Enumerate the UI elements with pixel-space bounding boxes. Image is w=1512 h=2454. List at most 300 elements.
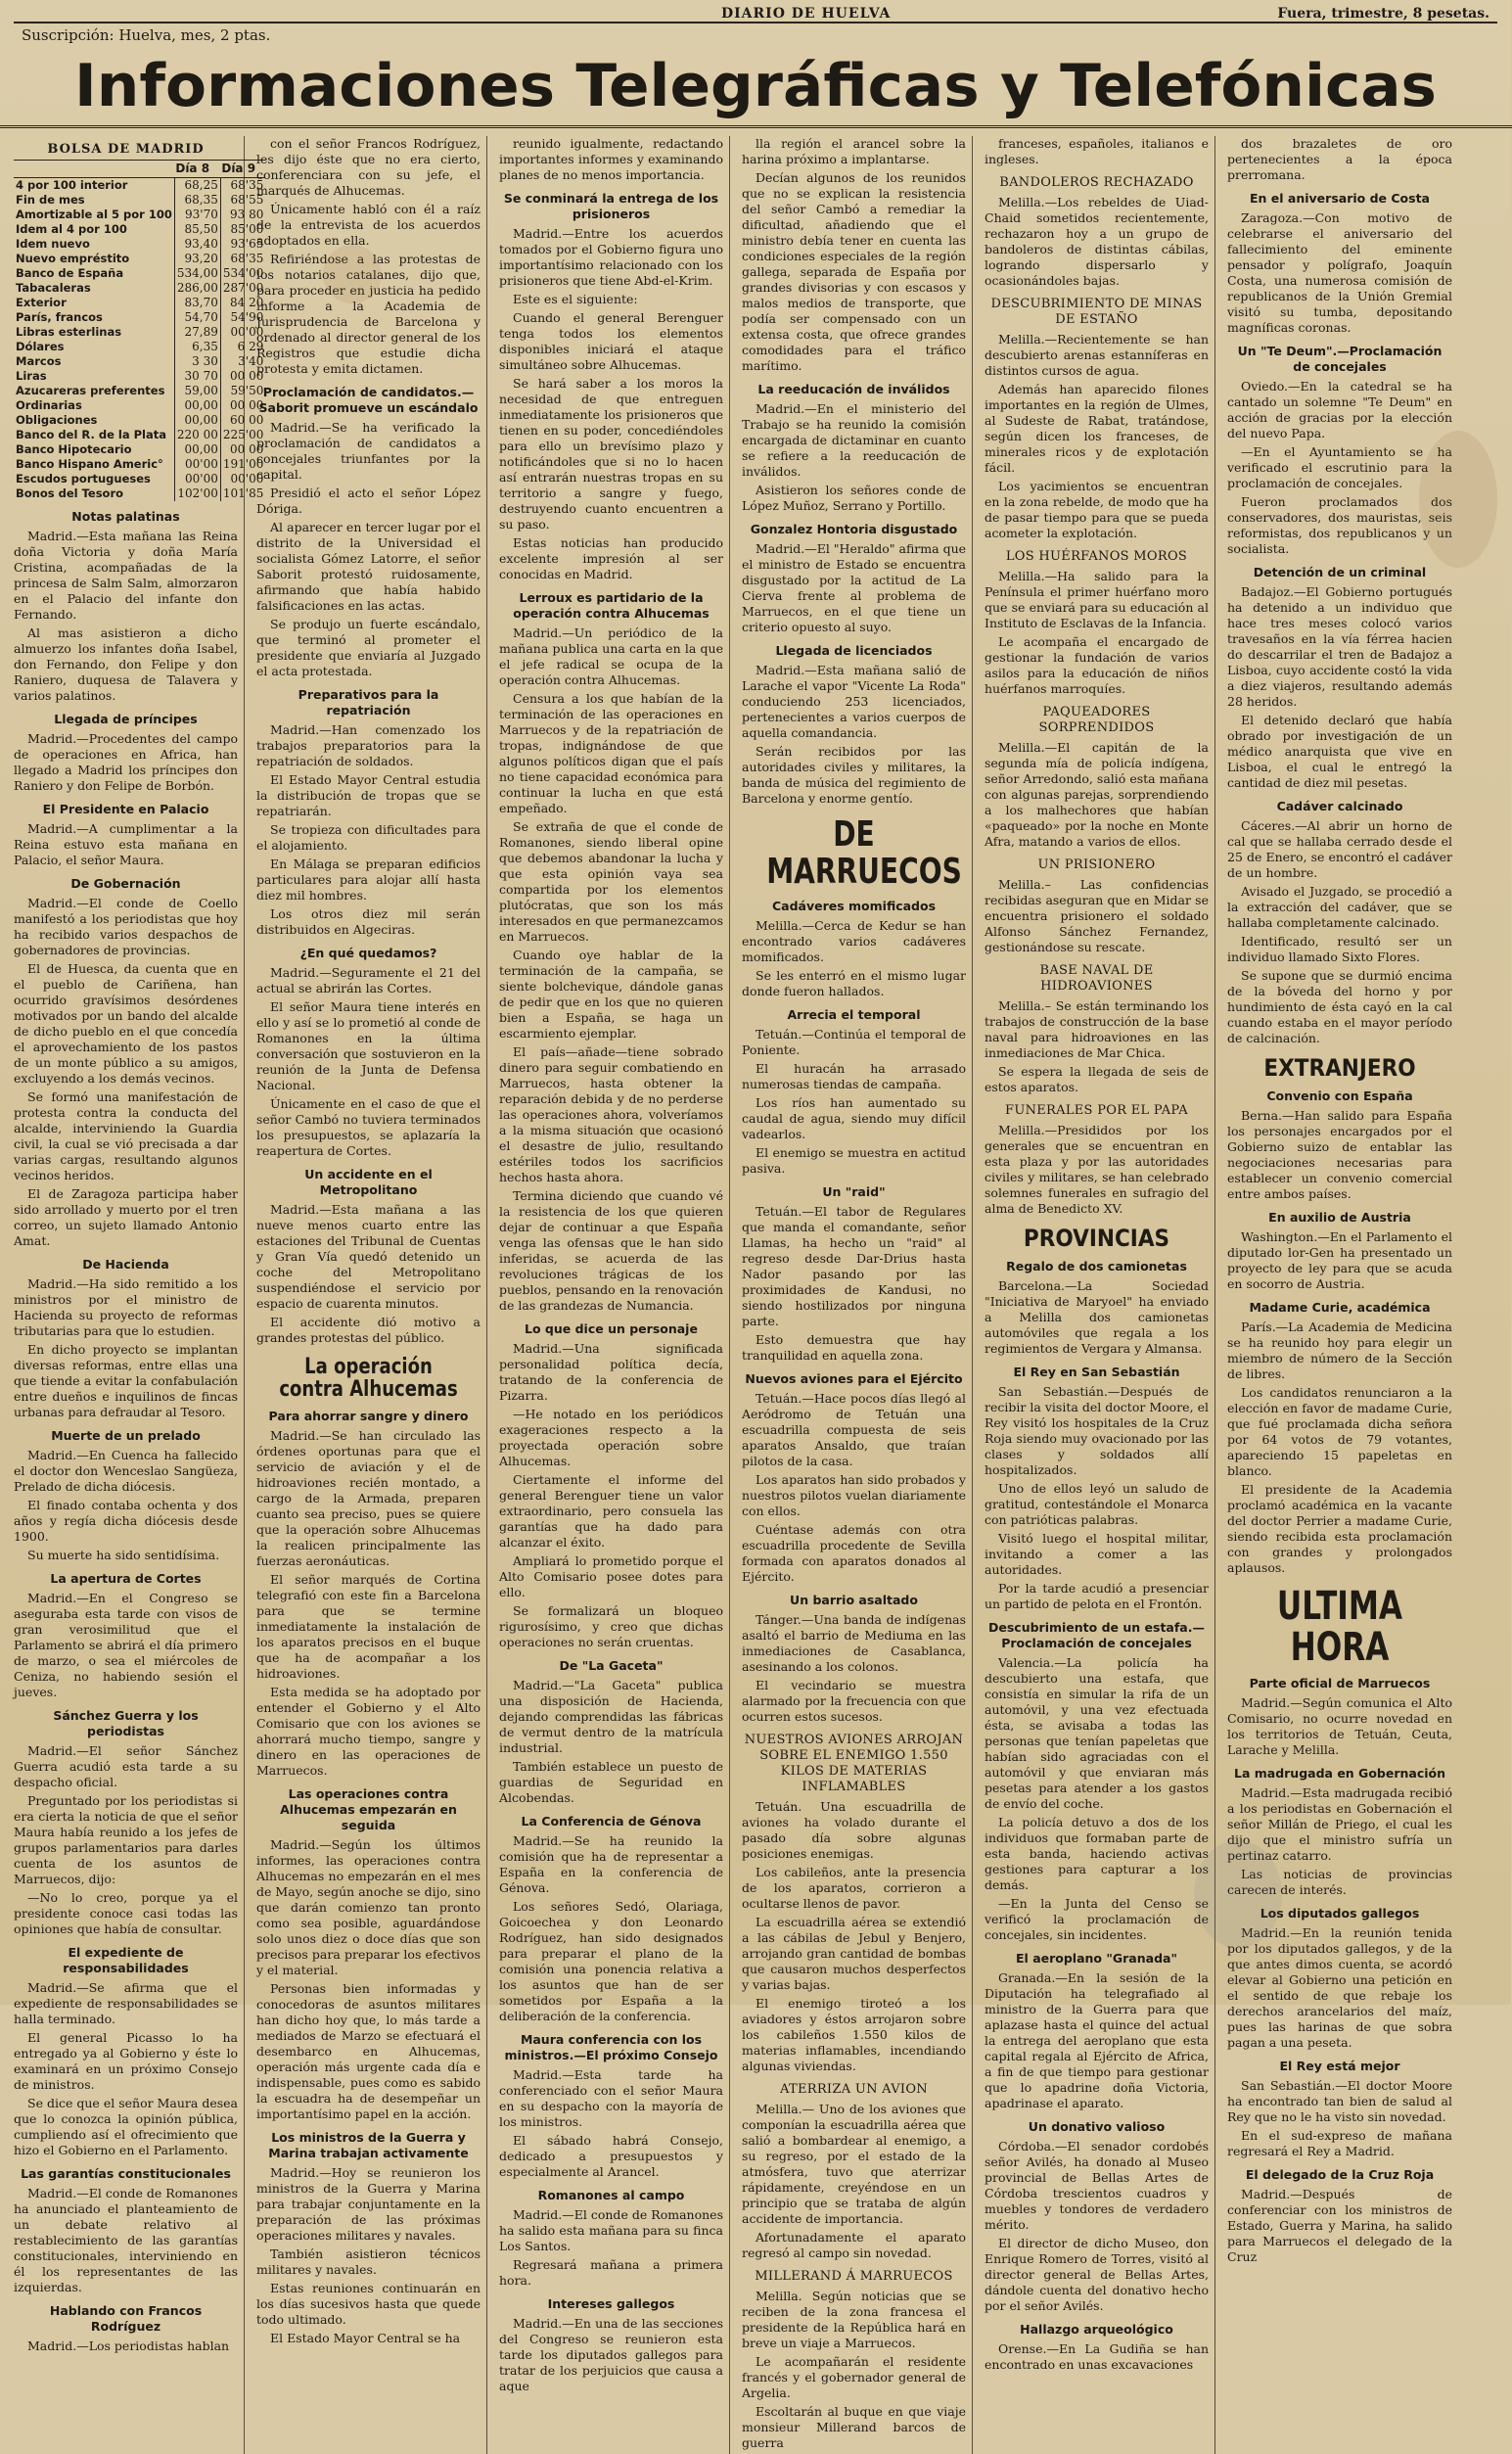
article-paragraph: Badajoz.—El Gobierno portugués ha detenido a un individuo que hace tres meses colocó varios travesaños en la vía férrea hacien do descarrilar el tren de Badajoz a Lisboa, cuyo accidente costó la vida a diez viajeros, resultando además 28 heridos. (1227, 584, 1452, 709)
bolsa-security-name: París, francos (16, 310, 103, 324)
section-heading: La madrugada en Gobernación (1233, 1766, 1446, 1782)
bolsa-value-day8: 00,00 (174, 413, 220, 428)
bolsa-security-name: Azucareras preferentes (16, 384, 165, 397)
bolsa-value-day8: 286,00 (174, 281, 220, 296)
article-paragraph: Se formó una manifestación de protesta contra la conducta del alcalde, interviniendo la Guardia civil, la cual se vió precisada a dar varias cargas, resultando algunos vecinos heridos. (14, 1089, 238, 1182)
article-paragraph: Madrid.—Esta madrugada recibió a los periodistas en Gobernación el señor Millán de Priego, el cual les dijo que el ministro sufría un pertinaz catarro. (1227, 1785, 1452, 1864)
article-paragraph: Orense.—En La Gudiña se han encontrado en unas excavaciones (985, 2341, 1209, 2373)
section-heading: Descubrimiento de un estafa.—Proclamación de concejales (988, 1620, 1205, 1651)
section-heading: Maura conferencia con los ministros.—El próximo Consejo (504, 2032, 718, 2062)
article-paragraph: Únicamente habló con él a raíz de la entrevista de los acuerdos adoptados en ella. (256, 202, 481, 248)
bolsa-security-name: Libras esterlinas (16, 325, 122, 339)
column-4 (742, 136, 973, 2454)
bolsa-value-day9: 00'00 (220, 472, 265, 486)
bolsa-row (14, 472, 265, 486)
bolsa-value-day8: 3 30 (174, 354, 220, 369)
article-paragraph: Escoltarán al buque en que viaje monsieur Millerand barcos de guerra (742, 2403, 966, 2450)
section-heading: Hallazgo arqueológico (1020, 2322, 1173, 2338)
section-heading: PAQUEADORES SORPRENDIDOS (1038, 705, 1155, 735)
article-paragraph: El Estado Mayor Central estudia la distribución de tropas que se repatriarán. (256, 772, 481, 818)
section-heading: Detención de un criminal (1253, 565, 1427, 579)
article-paragraph: Refiriéndose a las protestas de los notarios catalanes, dijo que, para proceder en justicia ha pedido informe a la Academia de Jurisprudencia de Barcelona y ordenado al director general de los Registros que estudie dicha protesta y emita dictamen. (256, 252, 481, 376)
article-paragraph: Afortunadamente el aparato regresó al campo sin novedad. (742, 2229, 966, 2260)
section-heading: El delegado de la Cruz Roja (1245, 2167, 1435, 2183)
section-heading: FUNERALES POR EL PAPA (1005, 1103, 1188, 1118)
bolsa-row (14, 266, 265, 281)
bolsa-value-day8: 220 00 (174, 428, 220, 442)
section-heading: Un donativo valioso (1028, 2119, 1166, 2135)
section-heading: Madame Curie, académica (1249, 1300, 1431, 1316)
article-paragraph: El detenido declaró que había obrado por investigación de un médico anarquista que vive en Lisboa, el cual le entregó la cantidad de diez mil pesetas. (1227, 713, 1452, 790)
bolsa-security-name: Fin de mes (16, 193, 85, 207)
bolsa-value-day8: 00,00 (174, 442, 220, 457)
bolsa-security-name: Banco Hispano Americ° (16, 457, 163, 471)
article-paragraph: También asistieron técnicos militares y navales. (256, 2246, 481, 2278)
article-paragraph: Serán recibidos por las autoridades civiles y militares, la banda de música del regimiento de Barcelona y enorme gentío. (742, 744, 966, 806)
article-paragraph: Madrid.—El señor Sánchez Guerra acudió esta tarde a su despacho oficial. (14, 1743, 238, 1789)
bolsa-header-blank (14, 161, 174, 178)
bolsa-table (14, 160, 265, 501)
bolsa-value-day9: 54'90 (220, 310, 265, 325)
article-paragraph: Uno de ellos leyó un saludo de gratitud, contestándole el Monarca con patrióticas palabras. (985, 1481, 1209, 1528)
section-heading: El Presidente en Palacio (42, 802, 209, 816)
section-heading: La reeducación de inválidos (757, 382, 950, 396)
article-paragraph: Madrid.—Una significada personalidad política decía, tratando de la conferencia de Pizarra. (499, 1341, 723, 1403)
extranjero-banner: EXTRANJERO (1263, 1054, 1416, 1082)
bolsa-value-day9: 84 20 (220, 296, 265, 310)
article-paragraph: Los señores Sedó, Olariaga, Goicoechea y don Leonardo Rodríguez, han sido designados para preparar el plano de la comisión una ponencia relativa a los asuntos que han de ser sometidos por España a la deliberación de la conferencia. (499, 1899, 723, 2023)
article-paragraph: Se espera la llegada de seis de estos aparatos. (985, 1064, 1209, 1094)
section-heading: Se conminará la entrega de los prisioneros (503, 191, 719, 221)
article-paragraph: El huracán ha arrasado numerosas tiendas de campaña. (742, 1060, 966, 1091)
article-paragraph: Granada.—En la sesión de la Diputación ha telegrafiado al ministro de la Guerra para que aplazase hasta el quince del actual la entrega del aeroplano que esta capital regala al Ejército de Africa, a fin de que tiempo para gestionar que lo apadrine doña Victoria, apadrinase el aparato. (985, 1970, 1209, 2111)
section-heading: Las garantías constitucionales (21, 2166, 231, 2181)
section-heading: Llegada de príncipes (54, 712, 198, 726)
bolsa-value-day8: 54,70 (174, 310, 220, 325)
bolsa-security-name: 4 por 100 interior (16, 178, 128, 192)
section-heading: MILLERAND Á MARRUECOS (755, 2268, 953, 2284)
section-heading: ATERRIZA UN AVION (780, 2081, 928, 2097)
article-paragraph: El enemigo tiroteó a los aviadores y éstos arrojaron sobre los cabileños 1.550 kilos de materias inflamables, incendiando algunas viviendas. (742, 1995, 966, 2073)
article-paragraph: dos brazaletes de oro pertenecientes a la época prerromana. (1227, 136, 1452, 182)
bolsa-value-day8: 68,25 (174, 178, 220, 194)
section-heading: Las operaciones contra Alhucemas empezarán en seguida (280, 1786, 457, 1833)
bolsa-security-name: Idem nuevo (16, 237, 90, 251)
article-paragraph: Se hará saber a los moros la necesidad de que entreguen inmediatamente los prisioneros que tienen en su poder, concediéndoles para ello un brevísimo plazo y notificándoles que si no lo hacen así entrarán nuestras tropas en su territorio a sangre y fuego, destruyendo cuanto encuentren a su paso. (499, 376, 723, 532)
article-paragraph: El de Zaragoza participa haber sido arrollado y muerto por el tren correo, un sujeto llamado Antonio Amat. (14, 1186, 238, 1248)
bolsa-value-day9: 225'00 (220, 428, 265, 442)
bolsa-security-name: Banco Hipotecario (16, 442, 132, 456)
article-paragraph: Le acompañarán el residente francés y el gobernador general de Argelia. (742, 2353, 966, 2400)
article-paragraph: Madrid.—Los periodistas hablan (27, 2338, 230, 2353)
section-heading: En el aniversario de Costa (1250, 191, 1430, 206)
article-paragraph: Oviedo.—En la catedral se ha cantado un solemne "Te Deum" en acción de gracias por la elección del nuevo Papa. (1227, 379, 1452, 440)
article-paragraph: Madrid.—El conde de Coello manifestó a los periodistas que hoy ha recibido varios despachos de gobernadores de provincias. (14, 896, 238, 957)
article-paragraph: Identificado, resultó ser un individuo llamado Sixto Flores. (1227, 934, 1452, 964)
article-paragraph: Madrid.—En la reunión tenida por los diputados gallegos, y de la que antes dimos cuenta, se acordó elevar al Gobierno una petición en el sentido de que rebaje los derechos arancelarios del maíz, pues las harinas de que sobra pagan a una peseta. (1227, 1925, 1452, 2051)
section-heading: Muerte de un prelado (51, 1428, 201, 1443)
section-heading: Lerroux es partidario de la operación contra Alhucemas (513, 590, 710, 621)
bolsa-row (14, 222, 265, 237)
article-paragraph: Madrid.—Esta mañana las Reina doña Victoria y doña María Cristina, acompañadas de la princesa de Salm Salm, almorzaron en el Palacio del infante don Fernando. (14, 529, 238, 622)
bolsa-value-day8: 93'70 (174, 208, 220, 222)
alhucemas-banner: La operación contra Alhucemas (279, 1355, 458, 1403)
bolsa-value-day8: 534,00 (174, 266, 220, 281)
article-paragraph: Madrid.—Entre los acuerdos tomados por el Gobierno figura uno importantísimo relacionado con los prisioneros que tiene Abd-el-Krim. (499, 226, 723, 288)
section-heading: DESCUBRIMIENTO DE MINAS DE ESTAÑO (990, 297, 1203, 327)
article-paragraph: El señor Maura tiene interés en ello y así se lo prometió al conde de Romanones en la última conversación que sostuvieron en la reunión de la Junta de Defensa Nacional. (256, 999, 481, 1092)
bolsa-title: BOLSA DE MADRID (47, 142, 205, 157)
article-paragraph: En Málaga se preparan edificios particulares para alojar allí hasta diez mil hombres. (256, 857, 481, 903)
section-heading: Convenio con España (1266, 1088, 1413, 1104)
provincias-banner: PROVINCIAS (1023, 1225, 1170, 1252)
article-paragraph: Las noticias de provincias carecen de interés. (1227, 1867, 1452, 1898)
bolsa-row (14, 354, 265, 369)
article-paragraph: El sábado habrá Consejo, dedicado a presupuestos y especialmente al Arancel. (499, 2133, 723, 2179)
bolsa-value-day8: 00'00 (174, 457, 220, 472)
bolsa-value-day9: 00 00 (220, 369, 265, 384)
subscription-outside: Fuera, trimestre, 8 pesetas. (1277, 6, 1489, 22)
article-paragraph: Madrid.—En Cuenca ha fallecido el doctor don Wenceslao Sangüeza, Prelado de dicha diócesis. (14, 1448, 238, 1494)
marruecos-banner: DE MARRUECOS (766, 814, 962, 892)
section-heading: De Gobernación (70, 876, 181, 891)
section-heading: El expediente de responsabilidades (63, 1945, 189, 1975)
bolsa-row (14, 340, 265, 354)
article-columns (14, 136, 1497, 2450)
article-paragraph: Madrid.—A cumplimentar a la Reina estuvo esta mañana en Palacio, el señor Maura. (14, 821, 238, 867)
bolsa-value-day9: 59'50 (220, 384, 265, 398)
bolsa-value-day8: 00,00 (174, 398, 220, 413)
article-paragraph: Se produjo un fuerte escándalo, que terminó al prometer el presidente que enviaría al Juzgado el acta protestada. (256, 617, 481, 678)
article-paragraph: El director de dicho Museo, don Enrique Romero de Torres, visitó al director general de Bellas Artes, dándole cuenta del donativo hecho por el señor Avilés. (985, 2236, 1209, 2314)
article-paragraph: Madrid.—Un periódico de la mañana publica una carta en la que el jefe radical se ocupa de la operación contra Alhucemas. (499, 625, 723, 687)
bolsa-value-day8: 83,70 (174, 296, 220, 310)
article-paragraph: —En la Junta del Censo se verificó la proclamación de concejales, sin incidentes. (985, 1896, 1209, 1943)
bolsa-value-day8: 93,20 (174, 252, 220, 266)
bolsa-value-day9: 60 00 (220, 413, 265, 428)
article-paragraph: Tetuán.—Continúa el temporal de Poniente. (742, 1026, 966, 1057)
section-heading: Intereses gallegos (547, 2296, 675, 2311)
section-heading: En auxilio de Austria (1268, 1210, 1411, 1226)
article-paragraph: Regresará mañana a primera hora. (499, 2257, 723, 2288)
article-paragraph: Tetuán. Una escuadrilla de aviones ha volado durante el pasado día sobre algunas posiciones enemigas. (742, 1798, 966, 1861)
article-paragraph: La escuadrilla aérea se extendió a las cábilas de Jebul y Benjero, arrojando gran cantidad de bombas que causaron muchos desperfectos y varias bajas. (742, 1914, 966, 1992)
article-paragraph: Berna.—Han salido para España los personajes encargados por el Gobierno suizo de entablar las negociaciones necesarias para establecer un convenio comercial entre ambos países. (1227, 1108, 1452, 1202)
bolsa-row (14, 413, 265, 428)
article-paragraph: Madrid.—El "Heraldo" afirma que el ministro de Estado se encuentra disgustado por la actitud de La Cierva frente al problema de Marruecos, en el que tiene un criterio opuesto al suyo. (742, 541, 967, 634)
article-paragraph: Se supone que se durmió encima de la bóveda del horno y por hundimiento de ésta cayó en la cal cuando estaba en el mayor período de calcinación. (1227, 968, 1452, 1045)
article-paragraph: Además han aparecido filones importantes en la región de Ulmes, al Sudeste de Rabat, tratándose, según dicen los franceses, de minerales ricos y de explotación fácil. (985, 382, 1209, 475)
section-heading: Parte oficial de Marruecos (1249, 1676, 1431, 1691)
bolsa-value-day9: 101'85 (220, 486, 265, 501)
section-heading: Un barrio asaltado (790, 1592, 918, 1607)
bolsa-value-day8: 85,50 (174, 222, 220, 237)
article-paragraph: Personas bien informadas y conocedoras de asuntos militares han dicho hoy que, lo más tarde a mediados de Marzo se efectuará el desembarco en Alhucemas, operación más urgente cada día e indispensable, pues como es sabido la escuadra ha de desempeñar un importantísimo papel en la acción. (256, 1981, 481, 2122)
article-paragraph: Madrid.—El conde de Romanones ha anunciado el planteamiento de un debate relativo al restablecimiento de las garantías constitucionales, interviniendo en él los representantes de las izquierdas. (14, 2186, 238, 2294)
article-paragraph: Melilla.– Se están terminando los trabajos de construcción de la base naval para hidroaviones en las inmediaciones de Mar Chica. (985, 998, 1209, 1060)
bolsa-security-name: Idem al 4 por 100 (16, 222, 127, 236)
article-paragraph: Madrid.—En el ministerio del Trabajo se ha reunido la comisión encargada de dictaminar en cuanto se refiere a la reeducación de inválidos. (742, 401, 966, 479)
section-heading: Proclamación de candidatos.—Saborit promueve un escándalo (258, 385, 479, 415)
article-paragraph: Esta medida se ha adoptado por entender el Gobierno y el Alto Comisario que con los aviones se ahorrará mucho tiempo, sangre y dinero en las operaciones de Marruecos. (256, 1685, 481, 1779)
bolsa-security-name: Escudos portugueses (16, 472, 151, 486)
bolsa-security-name: Dólares (16, 340, 65, 353)
article-paragraph: Estas reuniones continuarán en los días sucesivos hasta que quede todo ultimado. (256, 2281, 481, 2328)
article-paragraph: Le acompaña el encargado de gestionar la fundación de varios asilos para la educación de niños huérfanos marroquíes. (985, 634, 1209, 696)
section-heading: Preparativos para la repatriación (298, 687, 439, 718)
section-heading: Nuevos aviones para el Ejército (745, 1370, 963, 1386)
article-paragraph: Los aparatos han sido probados y nuestros pilotos vuelan diariamente con ellos. (742, 1471, 966, 1518)
article-paragraph: Cuando oye hablar de la terminación de la campaña, se siente bolchevique, dándole ganas de pedir que en los que no quieren bien a España, se haga un escarmiento ejemplar. (499, 948, 723, 1041)
ultima-hora-banner: ULTIMA HORA (1276, 1584, 1403, 1671)
section-heading: Regalo de dos camionetas (1006, 1259, 1187, 1274)
bolsa-value-day8: 6,35 (174, 340, 220, 354)
bolsa-row (14, 442, 265, 457)
article-paragraph: Tánger.—Una banda de indígenas asaltó el barrio de Mediuma en las inmediaciones de Casablanca, asesinando a los colonos. (742, 1611, 966, 1674)
article-paragraph: —No lo creo, porque ya el presidente conoce casi todas las opiniones que había de consultar. (14, 1890, 238, 1936)
paper-name: DIARIO DE HUELVA (720, 6, 892, 22)
bolsa-security-name: Amortizable al 5 por 100 (16, 208, 172, 221)
article-paragraph: Madrid.—Según comunica el Alto Comisario, no ocurre novedad en los territorios de Tetuán, Ceuta, Larache y Melilla. (1227, 1695, 1452, 1758)
article-paragraph: Madrid.—Se han circulado las órdenes oportunas para que el servicio de aviación y el de hidroaviones recién montado, a cargo de la Armada, preparen cuanto sea preciso, pues se quiere que la operación sobre Alhucemas la realicen principalmente las fuerzas aeronáuticas. (256, 1428, 481, 1569)
bolsa-security-name: Ordinarias (16, 398, 82, 412)
column-3 (499, 136, 730, 2454)
article-paragraph: Melilla.– Las confidencias recibidas aseguran que en Midar se encuentra prisionero el soldado Alfonso Sánchez Fernandez, gestionándose su rescate. (985, 877, 1209, 954)
bolsa-value-day8: 68,35 (174, 193, 220, 208)
article-paragraph: Melilla.—El capitán de la segunda mía de policía indígena, señor Arredondo, salió esta mañana con algunas parejas, sorprendiendo a los malhechores que habían «paqueado» por la noche en Monte Afra, matando a varios de ellos. (985, 740, 1209, 849)
bolsa-row (14, 398, 265, 413)
bolsa-value-day9: 00'00 (220, 325, 265, 340)
section-heading: Sánchez Guerra y los periodistas (53, 1708, 199, 1738)
article-paragraph: franceses, españoles, italianos e ingleses. (985, 136, 1209, 166)
section-heading: Lo que dice un personaje (525, 1321, 698, 1336)
bolsa-security-name: Banco del R. de la Plata (16, 428, 166, 441)
article-paragraph: Se tropieza con dificultades para el alojamiento. (256, 822, 481, 853)
article-paragraph: Valencia.—La policía ha descubierto una estafa, que consistía en simular la rifa de un automóvil, y una vez efectuada ésta, se avisaba a todas las personas que tenían papeletas que habían sido agraciadas con el automóvil y que enviaran más pesetas para atender a los gastos de envío del coche. (985, 1655, 1209, 1812)
article-paragraph: Se extraña de que el conde de Romanones, siendo liberal opine que debemos abandonar la lucha y que esta opinión vaya sea compartida por los elementos plutócratas, que son los más interesados en que permanezcamos en Marruecos. (499, 819, 723, 944)
article-paragraph: El enemigo se muestra en actitud pasiva. (742, 1144, 966, 1176)
article-paragraph: Melilla.—Ha salido para la Península el primer huérfano moro que se enviará para su educación al Instituto de Esclavas de la Infancia. (985, 569, 1209, 630)
column-1 (14, 136, 264, 2454)
section-heading: Hablando con Francos Rodríguez (49, 2303, 203, 2334)
article-paragraph: Ampliará lo prometido porque el Alto Comisario posee dotes para ello. (499, 1553, 723, 1599)
column-5 (985, 136, 1215, 2454)
section-heading: Arrecia el temporal (787, 1006, 921, 1022)
article-paragraph: También establece un puesto de guardias de Seguridad en Alcobendas. (499, 1759, 723, 1805)
bolsa-row (14, 310, 265, 325)
bolsa-row (14, 457, 265, 472)
section-heading: Para ahorrar sangre y dinero (268, 1409, 469, 1424)
bolsa-value-day9: 68'35 (220, 178, 265, 194)
article-paragraph: El presidente de la Academia proclamó académica en la vacante del doctor Perrier a madame Curie, siendo recibida esta proclamación con grandes y prolongados aplausos. (1227, 1482, 1452, 1576)
article-paragraph: Melilla.—Presididos por los generales que se encuentran en esta plaza y por las autoridades civiles y militares, se han celebrado solemnes funerales en sufragio del alma de Benedicto XV. (985, 1123, 1209, 1216)
section-heading: Cadáver calcinado (1276, 799, 1403, 813)
article-paragraph: Melilla. Según noticias que se reciben de la zona francesa el presidente de la República hará en breve un viaje a Marruecos. (742, 2288, 966, 2350)
article-paragraph: Madrid.—En el Congreso se aseguraba esta tarde con visos de gran verosimilitud que el Parlamento se abrirá el día primero de marzo, o sea el miércoles de Ceniza, no habiendo sesión el jueves. (14, 1591, 238, 1699)
section-heading: El Rey en San Sebastián (1013, 1365, 1180, 1380)
article-paragraph: Melilla.—Recientemente se han descubierto arenas estanníferas en distintos cursos de agua. (985, 332, 1209, 378)
article-paragraph: Cuando el general Berenguer tenga todos los elementos disponibles iniciará el ataque simultáneo sobre Alhucemas. (499, 310, 723, 372)
bolsa-row (14, 193, 265, 208)
bolsa-value-day8: 30 70 (174, 369, 220, 384)
section-heading: BASE NAVAL DE HIDROAVIONES (1039, 963, 1154, 994)
article-paragraph: lla región el arancel sobre la harina próximo a implantarse. (742, 136, 966, 166)
article-paragraph: Decían algunos de los reunidos que no se explican la resistencia del señor Cambó a remediar la dificultad, añadiendo que el ministro debía tener en cuenta las condiciones especiales de la región gallega, separada de España por grandes divisorias y con escasos y malos medios de transporte, que podía ser compensado con un extensa costa, que ofrece grandes comodidades para el tráfico marítimo. (742, 170, 966, 373)
article-paragraph: Tetuán.—Hace pocos días llegó al Aeródromo de Tetuán una escuadrilla compuesta de seis aparatos Ansaldo, que traían pilotos de la casa. (742, 1390, 966, 1468)
article-paragraph: Los candidatos renunciaron a la elección en favor de madame Curie, que fué proclamada dicha señora por 64 votos de 79 votantes, apareciendo 15 papeletas en blanco. (1227, 1385, 1452, 1479)
article-paragraph: Madrid.—Se ha reunido la comisión que ha de representar a España en la conferencia de Génova. (499, 1833, 723, 1895)
section-heading: La Conferencia de Génova (521, 1814, 702, 1829)
article-paragraph: Se dice que el señor Maura desea que lo conozca la opinión pública, cumpliendo así el ofrecimiento que hizo el Gobierno en el Parlamento. (14, 2096, 238, 2157)
article-paragraph: Visitó luego el hospital militar, invitando a comer a las autoridades. (985, 1531, 1209, 1578)
article-paragraph: Madrid.—Seguramente el 21 del actual se abrirán las Cortes. (256, 965, 481, 995)
section-heading: Gonzalez Hontoria disgustado (750, 522, 958, 536)
article-paragraph: Madrid.—Ha sido remitido a los ministros por el ministro de Hacienda su proyecto de reformas tributarias para que lo estudien. (14, 1276, 238, 1338)
section-heading: Un accidente en el Metropolitano (304, 1167, 433, 1197)
article-paragraph: Madrid.—Procedentes del campo de operaciones en Africa, han llegado a Madrid los príncipes don Raniero y don Felipe de Borbón. (14, 731, 238, 793)
article-paragraph: Madrid.—"La Gaceta" publica una disposición de Hacienda, dejando comprendidas las fábricas de vermut dentro de la matrícula industrial. (499, 1678, 723, 1755)
section-heading: Cadáveres momificados (771, 898, 937, 913)
section-heading: Romanones al campo (537, 2188, 685, 2202)
bolsa-row (14, 486, 265, 501)
bolsa-value-day9: 85'00 (220, 222, 265, 237)
bolsa-value-day9: 68'35 (220, 252, 265, 266)
article-paragraph: Asistieron los señores conde de López Muñoz, Serrano y Portillo. (742, 483, 966, 513)
article-paragraph: Madrid.—Hoy se reunieron los ministros de la Guerra y Marina para trabajar conjuntamente en la preparación de las próximas operaciones militares y navales. (256, 2165, 481, 2244)
article-paragraph: Cáceres.—Al abrir un horno de cal que se hallaba cerrado desde el 25 de Enero, se encontró el cadáver de un hombre. (1227, 818, 1452, 880)
article-paragraph: Madrid.—El conde de Romanones ha salido esta mañana para su finca Los Santos. (499, 2207, 723, 2253)
article-paragraph: La policía detuvo a dos de los individuos que formaban parte de esta banda, haciendo activas gestiones para capturar a los demás. (985, 1815, 1209, 1893)
bolsa-value-day8: 59,00 (174, 384, 220, 398)
section-heading: El Rey está mejor (1279, 2059, 1400, 2074)
article-paragraph: París.—La Academia de Medicina se ha reunido hoy para elegir un miembro de número de la Sección de libres. (1227, 1320, 1452, 1382)
article-paragraph: Al mas asistieron a dicho almuerzo los infantes doña Isabel, don Fernando, don Felipe y don Raniero, duquesa de Talavera y varios palatinos. (14, 625, 238, 703)
section-heading: Un "Te Deum".—Proclamación de concejales (1237, 344, 1443, 374)
bolsa-value-day8: 93,40 (174, 237, 220, 252)
article-paragraph: Madrid.—Esta mañana salió de Larache el vapor "Vicente La Roda" conduciendo 253 licenciados, pertenecientes a varios cuerpos de aquella comandancia. (742, 663, 966, 740)
bolsa-body (14, 178, 265, 502)
bolsa-value-day9: 68'55 (220, 193, 265, 208)
section-heading: Notas palatinas (71, 509, 180, 524)
bolsa-value-day9: 534'00 (220, 266, 265, 281)
article-paragraph: Madrid.—Esta mañana a las nueve menos cuarto entre las estaciones del Tribunal de Cuentas y Gran Vía quedó detenido un coche del Metropolitano suspendiéndose el servicio por espacio de cuarenta minutos. (256, 1202, 481, 1311)
subscription-local: Suscripción: Huelva, mes, 2 ptas. (22, 26, 271, 44)
article-paragraph: Censura a los que habían de la terminación de las operaciones en Marruecos y de la repatriación de tropas, indignándose de que algunos políticos digan que el país no tiene capacidad económica para continuar la lucha en que está empeñado. (499, 691, 723, 815)
article-paragraph: Únicamente en el caso de que el señor Cambó no tuviera terminados los presupuestos, se aplazaría la reapertura de Cortes. (256, 1096, 481, 1158)
article-paragraph: El vecindario se muestra alarmado por la frecuencia con que ocurren estos sucesos. (742, 1677, 966, 1724)
article-paragraph: Por la tarde acudió a presenciar un partido de pelota en el Frontón. (985, 1581, 1209, 1612)
article-paragraph: El accidente dió motivo a grandes protestas del público. (256, 1315, 481, 1345)
bolsa-security-name: Nuevo empréstito (16, 252, 130, 265)
article-paragraph: Madrid.—Después de conferenciar con los ministros de Estado, Guerra y Marina, ha salido para Marruecos el delegado de la Cruz (1227, 2187, 1452, 2265)
article-paragraph: Melilla.—Los rebeldes de Uiad-Chaid sometidos recientemente, rechazaron hoy a un grupo de bandoleros de distintas cábilas, logrando dispersarlo y ocasionándoles bajas. (985, 195, 1209, 288)
bolsa-value-day8: 27,89 (174, 325, 220, 340)
column-2 (256, 136, 487, 2454)
subscription-line (14, 23, 1497, 47)
article-paragraph: En dicho proyecto se implantan diversas reformas, entre ellas una que tiende a evitar la confabulación entre dueños e inquilinos de fincas urbanas para defraudar al Tesoro. (14, 1342, 238, 1419)
section-heading: De Hacienda (82, 1257, 169, 1272)
article-paragraph: Ciertamente el informe del general Berenguer tiene un valor extraordinario, pero consuela las garantías que ha dado para alcanzar el éxito. (499, 1472, 723, 1550)
article-paragraph: Al aparecer en tercer lugar por el distrito de la Universidad el socialista Gómez Latorre, el señor Saborit protestó ruidosamente, afirmando que había habido falsificaciones en las actas. (256, 520, 481, 613)
section-heading: El aeroplano "Granada" (1016, 1951, 1177, 1967)
bolsa-security-name: Liras (16, 369, 47, 383)
article-paragraph: El general Picasso lo ha entregado ya al Gobierno y éste lo examinará en un próximo Consejo de ministros. (14, 2030, 238, 2092)
article-paragraph: Zaragoza.—Con motivo de celebrarse el aniversario del fallecimiento del eminente pensador y polígrafo, Joaquín Costa, una numerosa comisión de republicanos de la Unión Gremial visitó su tumba, depositando magníficas coronas. (1227, 210, 1452, 335)
article-paragraph: El señor marqués de Cortina telegrafió con este fin a Barcelona para que se termine inmediatamente la instalación de los aparatos precisos en el buque que ha de acompañar a los hidroaviones. (256, 1572, 481, 1682)
section-heading: UN PRISIONERO (1037, 857, 1156, 872)
bolsa-row (14, 237, 265, 252)
bolsa-value-day9: 287'00 (220, 281, 265, 296)
article-paragraph: Madrid.—Se ha verificado la proclamación de candidatos a concejales triunfantes por la capital. (256, 420, 481, 482)
article-paragraph: Madrid.—Según los últimos informes, las operaciones contra Alhucemas no empezarán en el mes de Mayo, según anoche se dijo, sino que darán comienzo tan pronto como sea posible, aguardándose solo unos diez o doce días que son precisos para preparar los efectivos y el material. (256, 1837, 481, 1978)
article-paragraph: Tetuán.—El tabor de Regulares que manda el comandante, señor Llamas, ha hecho un "raid" al regreso desde Dar-Drius hasta Nador pasando por las proximidades de Kandusi, no siendo hostilizados por ninguna parte. (742, 1203, 966, 1328)
bolsa-value-day9: 93'65 (220, 237, 265, 252)
article-paragraph: Avisado el Juzgado, se procedió a la extracción del cadáver, que se hallaba completamente calcinado. (1227, 884, 1452, 930)
article-paragraph: Melilla.— Uno de los aviones que componían la escuadrilla aérea que salió a bombardear al enemigo, a su regreso, por el estado de la atmósfera, tuvo que aterrizar rápidamente, creyéndose en un principio que se trataba de algún accidente de importancia. (742, 2101, 966, 2226)
article-paragraph: El finado contaba ochenta y dos años y regía dicha diócesis desde 1900. (14, 1498, 238, 1544)
bolsa-security-name: Tabacaleras (16, 281, 91, 295)
bolsa-row (14, 369, 265, 384)
article-paragraph: Estas noticias han producido excelente impresión al ser conocidas en Madrid. (499, 535, 723, 581)
article-paragraph: Madrid.—En una de las secciones del Congreso se reunieron esta tarde los diputados gallegos para tratar de los perjuicios que causa a aque (499, 2316, 723, 2393)
bolsa-value-day9: 00 00 (220, 442, 265, 457)
article-paragraph: Madrid.—Se afirma que el expediente de responsabilidades se halla terminado. (14, 1980, 238, 2026)
section-heading: Los ministros de la Guerra y Marina trabajan activamente (268, 2130, 469, 2161)
article-paragraph: El de Huesca, da cuenta que en el pueblo de Cariñena, han ocurrido gravísimos desórdenes motivados por un bando del alcalde de dicho pueblo en el que concedía el aprovechamiento de los pastos de un monte público a su amigos, excluyendo a los demás vecinos. (14, 961, 238, 1086)
article-paragraph: San Sebastián.—Después de recibir la visita del doctor Moore, el Rey visitó los hospitales de la Cruz Roja siendo muy ovacionado por las clases y soldados allí hospitalizados. (985, 1384, 1209, 1478)
bolsa-row (14, 252, 265, 266)
bolsa-value-day9: 00 00 (220, 398, 265, 413)
bolsa-value-day9: 3'40 (220, 354, 265, 369)
bolsa-security-name: Bonos del Tesoro (16, 486, 124, 500)
section-heading: BANDOLEROS RECHAZADO (999, 175, 1194, 190)
article-paragraph: Se formalizará un bloqueo rigurosísimo, y creo que dichas operaciones no serán cruentas. (499, 1603, 723, 1649)
article-paragraph: Córdoba.—El senador cordobés señor Avilés, ha donado al Museo provincial de Bellas Artes de Córdoba trescientos cuadros y muebles y tondores de verdadero mérito. (985, 2139, 1209, 2233)
article-paragraph: reunido igualmente, redactando importantes informes y examinando planes de no menos importancia. (499, 136, 723, 182)
article-paragraph: Madrid.—Han comenzado los trabajos preparatorios para la repatriación de soldados. (256, 722, 481, 768)
bolsa-row (14, 325, 265, 340)
bolsa-security-name: Exterior (16, 296, 67, 309)
article-paragraph: Esto demuestra que hay tranquilidad en aquella zona. (742, 1331, 966, 1363)
bolsa-header-day9: Día 9 (220, 161, 265, 178)
article-paragraph: Washington.—En el Parlamento el diputado lor-Gen ha presentado un proyecto de ley para que se acuda en socorro de Austria. (1227, 1229, 1452, 1292)
bolsa-row (14, 384, 265, 398)
bolsa-value-day9: 6 29 (220, 340, 265, 354)
bolsa-row (14, 296, 265, 310)
bolsa-security-name: Marcos (16, 354, 62, 368)
bolsa-row (14, 208, 265, 222)
bolsa-security-name: Obligaciones (16, 413, 98, 427)
section-heading: NUESTROS AVIONES ARROJAN SOBRE EL ENEMIGO 1.550 KILOS DE MATERIAS INFLAMABLES (744, 1732, 964, 1794)
article-paragraph: El Estado Mayor Central se ha (270, 2331, 461, 2346)
main-headline: Informaciones Telegráficas y Telefónicas (0, 47, 1512, 128)
article-paragraph: En el sud-expreso de mañana regresará el Rey a Madrid. (1227, 2128, 1452, 2159)
article-paragraph: Los ríos han aumentado su caudal de agua, siendo muy difícil vadearlos. (742, 1094, 966, 1141)
bolsa-value-day8: 102'00 (174, 486, 220, 501)
section-heading: Los diputados gallegos (1260, 1906, 1420, 1922)
article-paragraph: Se les enterró en el mismo lugar donde fueron hallados. (742, 967, 966, 998)
column-6 (1227, 136, 1458, 2454)
article-paragraph: Barcelona.—La Sociedad "Iniciativa de Maryoel" ha enviado a Melilla dos camionetas automóviles que regala a los regimientos de Vergara y Almansa. (985, 1278, 1209, 1357)
article-paragraph: San Sebastián.—El doctor Moore ha encontrado tan bien de salud al Rey que no le ha visto sin novedad. (1227, 2078, 1452, 2125)
article-paragraph: Melilla.—Cerca de Kedur se han encontrado varios cadáveres momificados. (742, 917, 966, 964)
bolsa-row (14, 428, 265, 442)
bolsa-security-name: Banco de España (16, 266, 124, 280)
article-paragraph: Los yacimientos se encuentran en la zona rebelde, de modo que ha de pasar tiempo para que se pueda acometer la explotación. (985, 479, 1209, 540)
bolsa-row (14, 178, 265, 194)
bolsa-value-day8: 00'00 (174, 472, 220, 486)
masthead-bar (14, 0, 1497, 23)
